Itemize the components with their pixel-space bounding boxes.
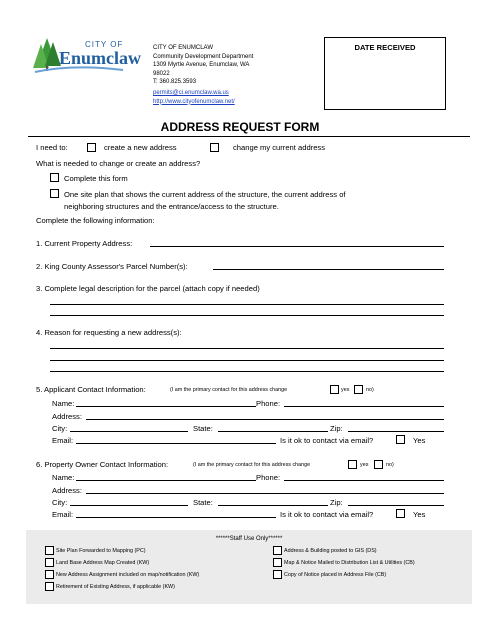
owner-email-field[interactable]: [76, 517, 276, 518]
q4-field-3[interactable]: [50, 371, 444, 372]
q4-label: 4. Reason for requesting a new address(s):: [36, 328, 182, 337]
website-link[interactable]: http://www.cityofenumclaw.net/: [153, 98, 235, 105]
email-link[interactable]: permits@ci.enumclaw.wa.us: [153, 89, 229, 96]
q6-no-checkbox[interactable]: [374, 460, 383, 469]
applicant-zip-label: Zip:: [330, 424, 343, 433]
owner-address-label: Address:: [52, 486, 82, 495]
applicant-city-field[interactable]: [70, 431, 188, 432]
owner-name-field[interactable]: [76, 480, 256, 481]
need-label: I need to:: [36, 143, 68, 152]
site-plan-label-2: neighboring structures and the entrance/access to the structure.: [64, 202, 279, 211]
owner-name-label: Name:: [52, 473, 75, 482]
complete-info-label: Complete the following information:: [36, 216, 155, 225]
applicant-state-field[interactable]: [218, 431, 328, 432]
q6-yes-checkbox[interactable]: [348, 460, 357, 469]
q3-field-2[interactable]: [50, 315, 444, 316]
complete-form-checkbox[interactable]: [50, 173, 59, 182]
date-received-box: [324, 37, 446, 110]
change-address-checkbox[interactable]: [210, 143, 219, 152]
q3-field-1[interactable]: [50, 304, 444, 305]
logo-small-text: CITY OF: [85, 40, 124, 49]
staff-right-checkbox-2[interactable]: [273, 558, 282, 567]
address-line: 98022: [153, 70, 170, 77]
title-rule: [28, 136, 470, 137]
form-title: ADDRESS REQUEST FORM: [160, 120, 320, 134]
owner-email-yes-label: Yes: [413, 510, 426, 519]
staff-left-item-3: New Address Assignment included on map/notification (KW): [56, 572, 200, 578]
applicant-email-question: Is it ok to contact via email?: [280, 436, 374, 445]
staff-right-item-3: Copy of Notice placed in Address File (CB): [284, 572, 387, 578]
applicant-address-label: Address:: [52, 412, 82, 421]
owner-email-label: Email:: [52, 510, 74, 519]
applicant-state-label: State:: [193, 424, 213, 433]
q1-label: 1. Current Property Address:: [36, 239, 133, 248]
q5-yes-checkbox[interactable]: [330, 385, 339, 394]
staff-left-checkbox-2[interactable]: [45, 558, 54, 567]
owner-city-label: City:: [52, 498, 68, 507]
q2-label: 2. King County Assessor's Parcel Number(s):: [36, 262, 188, 271]
applicant-phone-label: Phone:: [256, 399, 281, 408]
site-plan-label-1: One site plan that shows the current address of the structure, the current address of: [64, 190, 346, 199]
q5-label: 5. Applicant Contact Information:: [36, 385, 146, 394]
logo-large-text: Enumclaw: [59, 48, 142, 68]
address-line: Community Development Department: [153, 53, 254, 60]
site-plan-checkbox[interactable]: [50, 189, 59, 198]
staff-right-item-2: Map & Notice Mailed to Distribution List & Utilities (CB): [284, 560, 415, 566]
change-address-label: change my current address: [233, 143, 326, 152]
create-address-label: create a new address: [104, 143, 177, 152]
staff-left-item-2: Land Base Address Map Created (KW): [56, 560, 150, 566]
staff-left-item-1: Site Plan Forwarded to Mapping (PC): [56, 548, 146, 554]
q5-no-checkbox[interactable]: [354, 385, 363, 394]
applicant-email-yes-label: Yes: [413, 436, 426, 445]
owner-state-field[interactable]: [218, 505, 328, 506]
staff-left-item-4: Retirement of Existing Address, if applicable (KW): [56, 584, 175, 590]
q1-field[interactable]: [150, 246, 444, 247]
q6-no-label: no): [386, 462, 394, 468]
department-address: [153, 44, 253, 106]
applicant-zip-field[interactable]: [348, 431, 444, 432]
owner-state-label: State:: [193, 498, 213, 507]
city-logo: [33, 36, 142, 76]
q4-field-2[interactable]: [50, 360, 444, 361]
owner-phone-label: Phone:: [256, 473, 281, 482]
q6-note: (I am the primary contact for this address change: [193, 462, 311, 468]
staff-right-checkbox-3[interactable]: [273, 570, 282, 579]
date-received-label: DATE RECEIVED: [354, 43, 416, 52]
owner-zip-label: Zip:: [330, 498, 343, 507]
q6-label: 6. Property Owner Contact Information:: [36, 460, 169, 469]
staff-left-checkbox-4[interactable]: [45, 582, 54, 591]
create-address-checkbox[interactable]: [87, 143, 96, 152]
complete-form-label: Complete this form: [64, 174, 128, 183]
owner-phone-field[interactable]: [284, 480, 444, 481]
owner-email-question: Is it ok to contact via email?: [280, 510, 374, 519]
staff-use-panel: [26, 530, 472, 604]
q5-yes-label: yes: [341, 387, 350, 393]
staff-left-checkbox-1[interactable]: [45, 546, 54, 555]
owner-address-field[interactable]: [86, 493, 444, 494]
address-line: T: 360.825.3593: [153, 79, 197, 86]
q2-field[interactable]: [213, 269, 444, 270]
staff-right-item-1: Address & Building posted to GIS (DS): [284, 548, 377, 554]
applicant-phone-field[interactable]: [284, 406, 444, 407]
applicant-city-label: City:: [52, 424, 68, 433]
applicant-email-label: Email:: [52, 436, 74, 445]
address-line: CITY OF ENUMCLAW: [153, 45, 214, 51]
applicant-email-yes-checkbox[interactable]: [396, 435, 405, 444]
q4-field-1[interactable]: [50, 348, 444, 349]
q3-label: 3. Complete legal description for the parcel (attach copy if needed): [36, 284, 260, 293]
staff-title: ******Staff Use Only******: [215, 536, 283, 542]
applicant-name-label: Name:: [52, 399, 75, 408]
owner-email-yes-checkbox[interactable]: [396, 509, 405, 518]
staff-right-checkbox-1[interactable]: [273, 546, 282, 555]
applicant-name-field[interactable]: [76, 406, 256, 407]
owner-city-field[interactable]: [70, 505, 188, 506]
owner-zip-field[interactable]: [348, 505, 444, 506]
q6-yes-label: yes: [360, 462, 369, 468]
q5-no-label: no): [366, 387, 374, 393]
need-question: What is needed to change or create an address?: [36, 159, 201, 168]
applicant-address-field[interactable]: [86, 419, 444, 420]
staff-left-checkbox-3[interactable]: [45, 570, 54, 579]
applicant-email-field[interactable]: [76, 443, 276, 444]
address-line: 1309 Myrtle Avenue, Enumclaw, WA: [153, 62, 250, 69]
q5-note: (I am the primary contact for this address change: [170, 387, 288, 393]
